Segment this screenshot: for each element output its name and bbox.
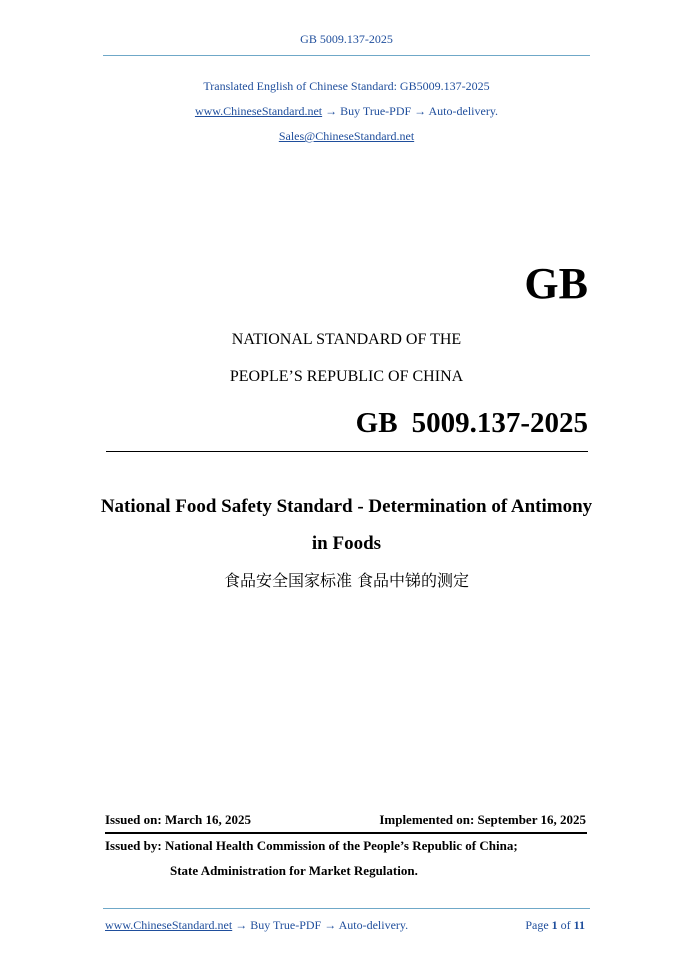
footer-delivery-text: Auto-delivery. (338, 918, 409, 932)
gb-mark: GB (524, 259, 588, 308)
english-title-line-1: National Food Safety Standard - Determination of Antimony (100, 496, 593, 517)
translation-notice (0, 79, 693, 94)
sales-notice (0, 129, 693, 144)
arrow-right-icon: → (235, 918, 248, 932)
header-divider (103, 55, 590, 56)
page-total: 11 (573, 918, 585, 932)
running-header (0, 32, 693, 47)
arrow-right-icon: → (325, 104, 338, 118)
standard-prefix: GB (355, 407, 398, 439)
dates-divider (105, 832, 587, 834)
translation-notice-text: Translated English of Chinese Standard: GB5009.137-2025 (203, 79, 490, 93)
page-label: Page (525, 918, 549, 932)
auto-delivery-text: Auto-delivery. (428, 104, 499, 118)
footer-site-link[interactable]: www.ChineseStandard.net (105, 918, 233, 932)
footer-purchase-notice (105, 918, 408, 933)
standard-number (356, 407, 588, 440)
standard-code: 5009.137-2025 (411, 407, 588, 439)
purchase-notice (0, 104, 693, 119)
english-title-line-2: in Foods (311, 533, 382, 554)
title-divider (106, 451, 588, 452)
arrow-right-icon: → (324, 918, 337, 932)
page-of: of (560, 918, 571, 932)
issued-on-date: Issued on: March 16, 2025 (105, 812, 252, 827)
running-header-title: GB 5009.137-2025 (300, 32, 393, 46)
implemented-on-date: Implemented on: September 16, 2025 (379, 812, 586, 827)
footer-divider (103, 908, 590, 909)
page-current: 1 (551, 918, 558, 932)
page-indicator (525, 918, 585, 933)
national-standard-line-2: PEOPLE’S REPUBLIC OF CHINA (229, 368, 464, 385)
issued-by-line-1: Issued by: National Health Commission of the People’s Republic of China; (105, 838, 518, 853)
footer-buy-text: Buy True-PDF (250, 918, 322, 932)
site-link[interactable]: www.ChineseStandard.net (194, 104, 323, 118)
issued-by-line-2: State Administration for Market Regulation. (170, 863, 418, 878)
arrow-right-icon: → (414, 104, 427, 118)
sales-email-link[interactable]: Sales@ChineseStandard.net (278, 129, 415, 143)
national-standard-line-1: NATIONAL STANDARD OF THE (231, 331, 462, 348)
buy-true-pdf-text: Buy True-PDF (340, 104, 412, 118)
chinese-title: 食品安全国家标准 食品中锑的测定 (223, 571, 470, 590)
